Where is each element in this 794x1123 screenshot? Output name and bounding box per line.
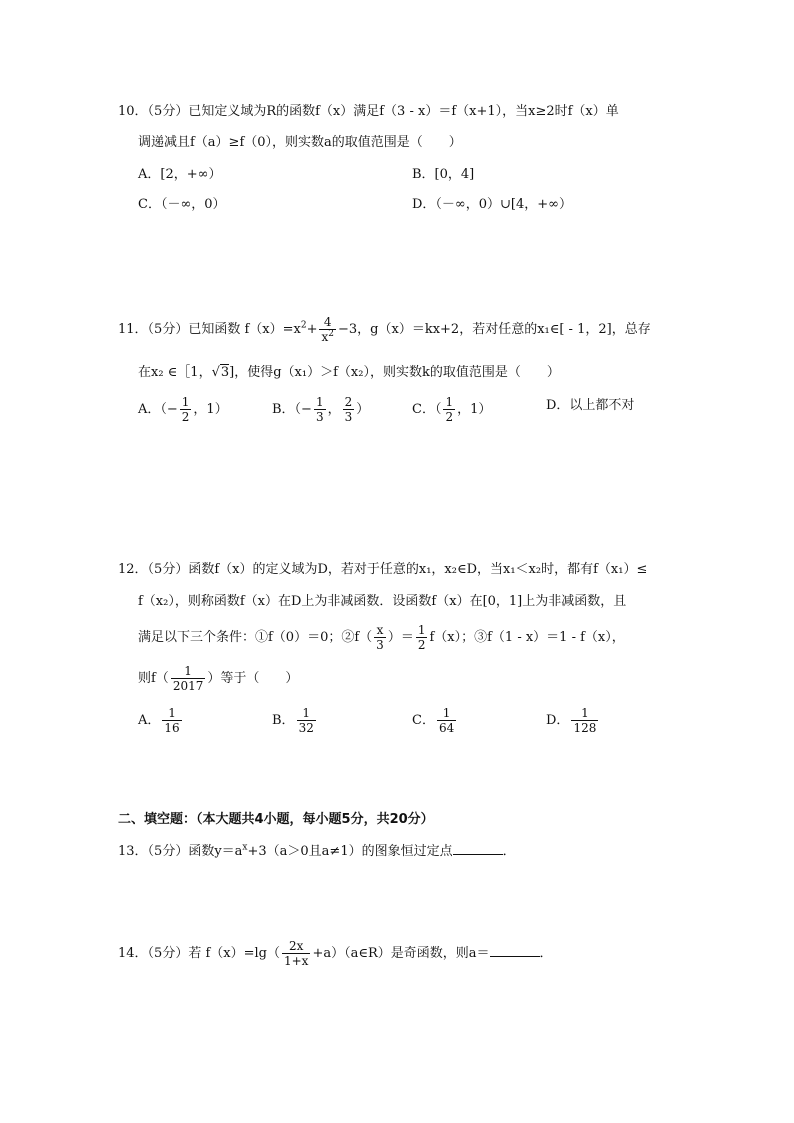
q10-line1: 10．（5分）已知定义域为R的函数f（x）满足f（3 - x）＝f（x+1），当x≥2时f（x）单 [118, 104, 619, 119]
section-heading: 二、填空题：（本大题共4小题，每小题5分，共20分） [118, 812, 434, 827]
q10-option-b: B．[0，4] [412, 167, 475, 182]
answer-blank[interactable] [453, 842, 503, 855]
q10-option-d: D．（－∞，0）∪[4，+∞） [412, 197, 572, 212]
q11-option-c: C．（ $\frac{1}{2}$ ，1） [412, 395, 492, 424]
sqrt-symbol: √ [211, 365, 220, 380]
q14-text: 14．（5分）若 f（x）=lg（ $\frac{2x}{1+x}$ +a）（a∈R）是奇函数，则a＝ ． [118, 939, 553, 968]
q11-option-b: B．（− $\frac{1}{3}$ ， $\frac{2}{3}$ ） [272, 395, 370, 424]
answer-blank[interactable] [490, 944, 540, 957]
q12-option-b: B． $\frac{1}{32}$ [272, 706, 314, 735]
q11-fraction: $\frac{4}{x^2}$ [321, 315, 334, 344]
q11-option-d: D．以上都不对 [546, 398, 635, 413]
q12-line4: 则f（ $\frac{1}{2017}$ ）等于（ ） [138, 664, 299, 693]
q12-line2: f（x₂），则称函数f（x）在D上为非减函数．设函数f（x）在[0，1]上为非减函数，且 [138, 594, 627, 609]
q10-line2: 调递减且f（a）≥f（0），则实数a的取值范围是（ ） [138, 135, 462, 150]
q10-option-a: A．[2，+∞） [138, 167, 222, 182]
q11-line1: 11．（5分）已知函数 $f(x)=x^2+$ $\frac{4}{x^2}$ −3，g（x）＝kx+2，若对任意的x₁∈[ - 1，2]，总存 [118, 315, 651, 344]
q10-option-c: C．（－∞，0） [138, 197, 226, 212]
q13-text: 13．（5分）函数$y=a^x+3(a>0$且a≠1）的图象恒过定点 ． [118, 842, 516, 859]
q12-line1: 12．（5分）函数f（x）的定义域为D，若对于任意的x₁，x₂∈D，当x₁＜x₂时，都有f（x₁）≤ [118, 562, 648, 577]
q12-option-d: D． $\frac{1}{128}$ [546, 706, 597, 735]
q12-option-a: A． $\frac{1}{16}$ [138, 706, 180, 735]
q11-line2: 在x₂ ∈［1，√3]，使得g（x₁）＞f（x₂），则实数k的取值范围是（ ） [138, 365, 560, 380]
q11-option-a: A．（− $\frac{1}{2}$ ，1） [138, 395, 228, 424]
q12-line3: 满足以下三个条件：①f（0）＝0；②f（ $\frac{x}{3}$ ）＝ $\frac{1}{2}$ f（x）；③f（1 - x）＝1 - f（x）， [138, 623, 625, 652]
q12-option-c: C． $\frac{1}{64}$ [412, 706, 455, 735]
